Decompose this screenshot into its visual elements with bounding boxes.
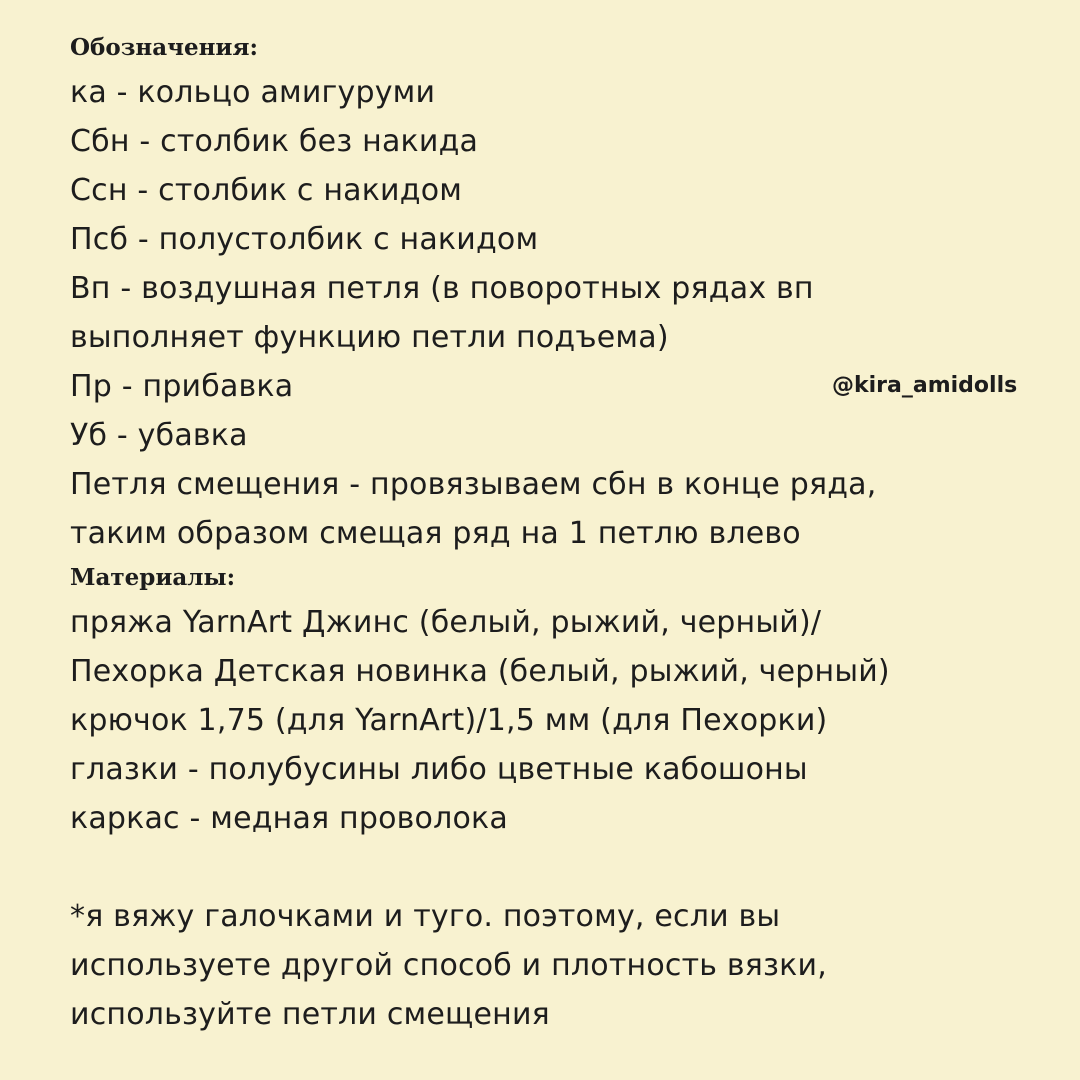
legend-item: таким образом смещая ряд на 1 петлю влево [70,516,801,551]
legend-item: Ссн - столбик с накидом [70,173,463,208]
legend-list [70,68,1050,558]
legend-title: Обозначения: [70,34,258,61]
knitting-note [70,892,1050,1039]
spacer [70,843,1050,892]
legend-item: Псб - полустолбик с накидом [70,222,539,257]
legend-item: Пр - прибавка [70,369,294,404]
author-watermark: @kira_amidolls [832,373,1018,398]
legend-item: Петля смещения - провязываем сбн в конце ряда, [70,467,877,502]
materials-item: каркас - медная проволока [70,801,508,836]
materials-item: крючок 1,75 (для YarnArt)/1,5 мм (для Пехорки) [70,703,828,738]
legend-item: Уб - убавка [70,418,248,453]
materials-title: Материалы: [70,564,236,591]
materials-item: глазки - полубусины либо цветные кабошоны [70,752,808,787]
materials-list [70,598,1050,843]
note-line: используете другой способ и плотность вязки, [70,948,827,983]
materials-item: Пехорка Детская новинка (белый, рыжий, черный) [70,654,890,689]
materials-item: пряжа YarnArt Джинс (белый, рыжий, черный)/ [70,605,822,640]
legend-item: Вп - воздушная петля (в поворотных рядах вп [70,271,814,306]
legend-item: выполняет функцию петли подъема) [70,320,669,355]
note-line: *я вяжу галочками и туго. поэтому, если вы [70,899,781,934]
pattern-notes-page [70,28,1050,1039]
note-line: используйте петли смещения [70,997,550,1032]
legend-item: ка - кольцо амигуруми [70,75,436,110]
legend-item: Сбн - столбик без накида [70,124,479,159]
